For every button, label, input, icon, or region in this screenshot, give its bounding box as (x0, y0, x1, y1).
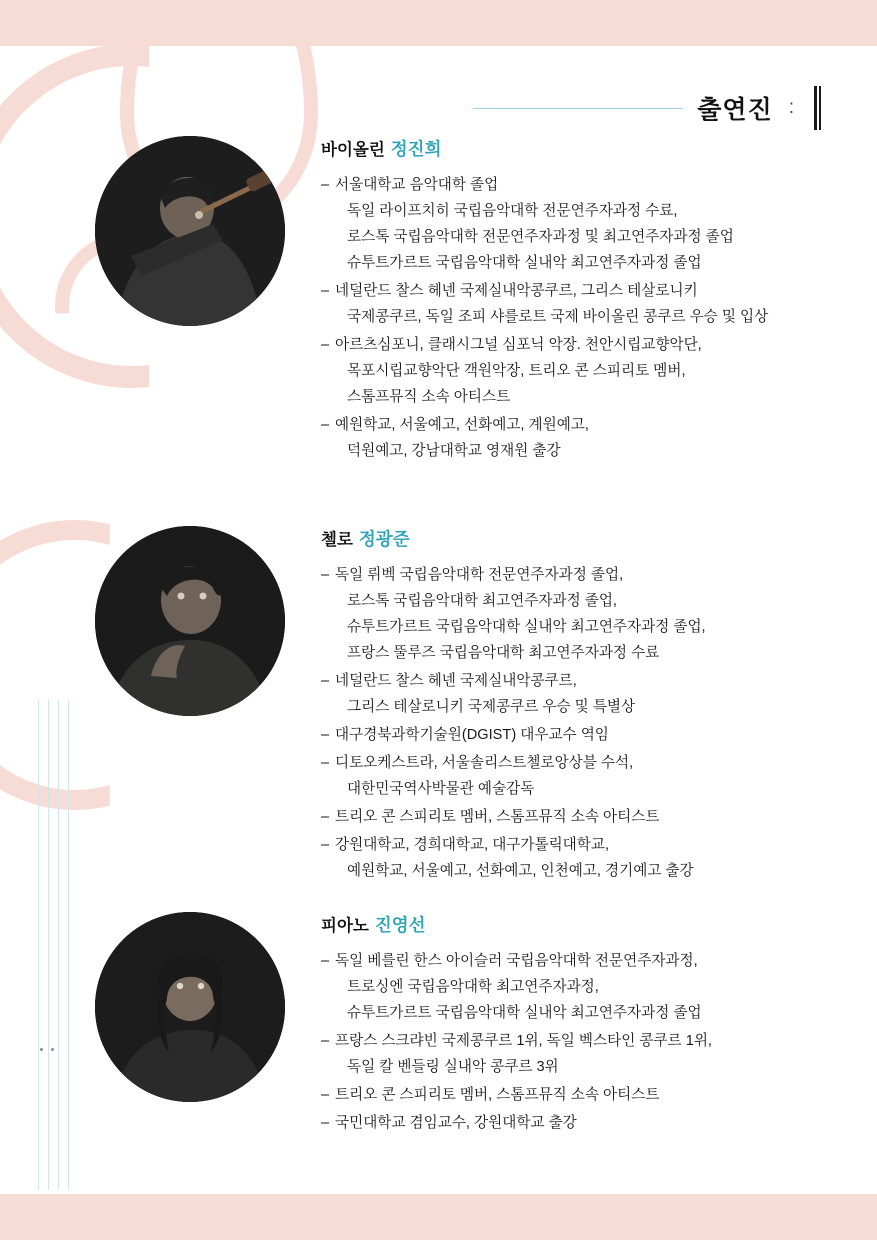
performer-name-line (321, 136, 877, 161)
bio-line: 슈투트가르트 국립음악대학 실내악 최고연주자과정 졸업, (347, 619, 706, 635)
bio-entry (321, 722, 877, 748)
bio-line: 트리오 콘 스피리토 멤버, 스톰프뮤직 소속 아티스트 (335, 809, 660, 825)
performer-instrument: 피아노 (321, 917, 369, 935)
bio-entry (321, 172, 877, 276)
bio-entry-lines (335, 1028, 877, 1080)
header-rule (473, 108, 683, 109)
bio-entry-lines (335, 278, 877, 330)
bio-entry (321, 412, 877, 464)
header-bar-icon (814, 86, 817, 130)
avatar (95, 136, 285, 326)
bio-entry-lines (335, 412, 877, 464)
bullet-dash: – (321, 337, 330, 353)
bio-entry (321, 750, 877, 802)
bio-entry (321, 278, 877, 330)
performer-name: 진영선 (374, 915, 426, 935)
bio-line: 슈투트가르트 국립음악대학 실내악 최고연주자과정 졸업 (347, 1005, 702, 1021)
performer-instrument: 첼로 (321, 531, 353, 549)
bullet-dash: – (321, 1087, 330, 1103)
bio-line: 대구경북과학기술원(DGIST) 대우교수 역임 (335, 727, 609, 743)
performer-name-line (321, 912, 877, 937)
performer-name: 정광준 (358, 529, 410, 549)
bio-entry (321, 804, 877, 830)
bio-entry (321, 668, 877, 720)
header-colon: : (788, 97, 794, 118)
top-color-band (0, 0, 877, 46)
bullet-dash: – (321, 567, 330, 583)
bio-entry (321, 562, 877, 666)
bio-line: 대한민국역사박물관 예술감독 (347, 781, 535, 797)
bio-line: 프랑스 뚤루즈 국립음악대학 최고연주자과정 수료 (347, 645, 660, 661)
bio-line: 로스톡 국립음악대학 전문연주자과정 및 최고연주자과정 졸업 (347, 229, 734, 245)
bio-entry (321, 1028, 877, 1080)
performer-name: 정진희 (390, 139, 442, 159)
bio-entry-lines (335, 832, 877, 884)
bio-line: 강원대학교, 경희대학교, 대구가톨릭대학교, (335, 837, 610, 853)
bio-line: 로스톡 국립음악대학 최고연주자과정 졸업, (347, 593, 617, 609)
bio-line: 덕원예고, 강남대학교 영재원 출강 (347, 443, 561, 459)
bio-entry (321, 832, 877, 884)
bio-entry-lines (335, 948, 877, 1026)
bullet-dash: – (321, 673, 330, 689)
bullet-dash: – (321, 1115, 330, 1131)
bullet-dash: – (321, 417, 330, 433)
bullet-dash: – (321, 837, 330, 853)
performer-body (321, 136, 877, 466)
section-header (473, 86, 817, 130)
bio-line: 스톰프뮤직 소속 아티스트 (347, 389, 511, 405)
bio-entry-lines (335, 562, 877, 666)
bio-entry-lines (335, 332, 877, 410)
bio-line: 국제콩쿠르, 독일 조피 샤를로트 국제 바이올린 콩쿠르 우승 및 입상 (347, 309, 769, 325)
decorative-dots (38, 1048, 66, 1056)
performer-instrument: 바이올린 (321, 141, 385, 159)
bio-line: 트로싱엔 국립음악대학 최고연주자과정, (347, 979, 599, 995)
bio-line: 독일 뤼벡 국립음악대학 전문연주자과정 졸업, (335, 567, 624, 583)
bio-entry (321, 1110, 877, 1136)
bio-entry-lines (335, 1110, 877, 1136)
page-title: 출연진 (697, 96, 773, 124)
bio-entry-lines (335, 804, 877, 830)
bio-entry (321, 948, 877, 1026)
bio-line: 목포시립교향악단 객원악장, 트리오 콘 스피리토 멤버, (347, 363, 686, 379)
bio-entry-lines (335, 668, 877, 720)
bio-line: 네덜란드 찰스 헤넨 국제실내악콩쿠르, 그리스 테살로니키 (335, 283, 698, 299)
performer-body (321, 912, 877, 1138)
bio-entry (321, 1082, 877, 1108)
bio-entry (321, 332, 877, 410)
bio-line: 독일 라이프치히 국립음악대학 전문연주자과정 수료, (347, 203, 678, 219)
bio-line: 슈투트가르트 국립음악대학 실내악 최고연주자과정 졸업 (347, 255, 702, 271)
bottom-color-band (0, 1194, 877, 1240)
bio-line: 네덜란드 찰스 헤넨 국제실내악콩쿠르, (335, 673, 577, 689)
performer-body (321, 526, 877, 886)
bio-line: 독일 칼 벤들링 실내악 콩쿠르 3위 (347, 1059, 559, 1075)
bio-line: 국민대학교 겸임교수, 강원대학교 출강 (335, 1115, 577, 1131)
bio-line: 디토오케스트라, 서울솔리스트첼로앙상블 수석, (335, 755, 634, 771)
bio-entry-lines (335, 1082, 877, 1108)
bio-line: 아르츠심포니, 클래시그널 심포닉 악장. 천안시립교향악단, (335, 337, 702, 353)
bio-line: 예원학교, 서울예고, 선화예고, 계원예고, (335, 417, 589, 433)
bullet-dash: – (321, 809, 330, 825)
bullet-dash: – (321, 1033, 330, 1049)
performer-name-line (321, 526, 877, 551)
bullet-dash: – (321, 177, 330, 193)
bio-line: 그리스 테살로니키 국제콩쿠르 우승 및 특별상 (347, 699, 636, 715)
bio-line: 서울대학교 음악대학 졸업 (335, 177, 499, 193)
bio-entry-lines (335, 172, 877, 276)
bullet-dash: – (321, 283, 330, 299)
bio-entry-lines (335, 750, 877, 802)
avatar (95, 526, 285, 716)
bio-line: 독일 베를린 한스 아이슬러 국립음악대학 전문연주자과정, (335, 953, 698, 969)
bullet-dash: – (321, 727, 330, 743)
bullet-dash: – (321, 953, 330, 969)
bio-line: 예원학교, 서울예고, 선화예고, 인천예고, 경기예고 출강 (347, 863, 694, 879)
avatar (95, 912, 285, 1102)
bio-entry-lines (335, 722, 877, 748)
bio-line: 트리오 콘 스피리토 멤버, 스톰프뮤직 소속 아티스트 (335, 1087, 660, 1103)
bio-line: 프랑스 스크랴빈 국제콩쿠르 1위, 독일 벡스타인 콩쿠르 1위, (335, 1033, 712, 1049)
decorative-strings (34, 700, 94, 1190)
bullet-dash: – (321, 755, 330, 771)
